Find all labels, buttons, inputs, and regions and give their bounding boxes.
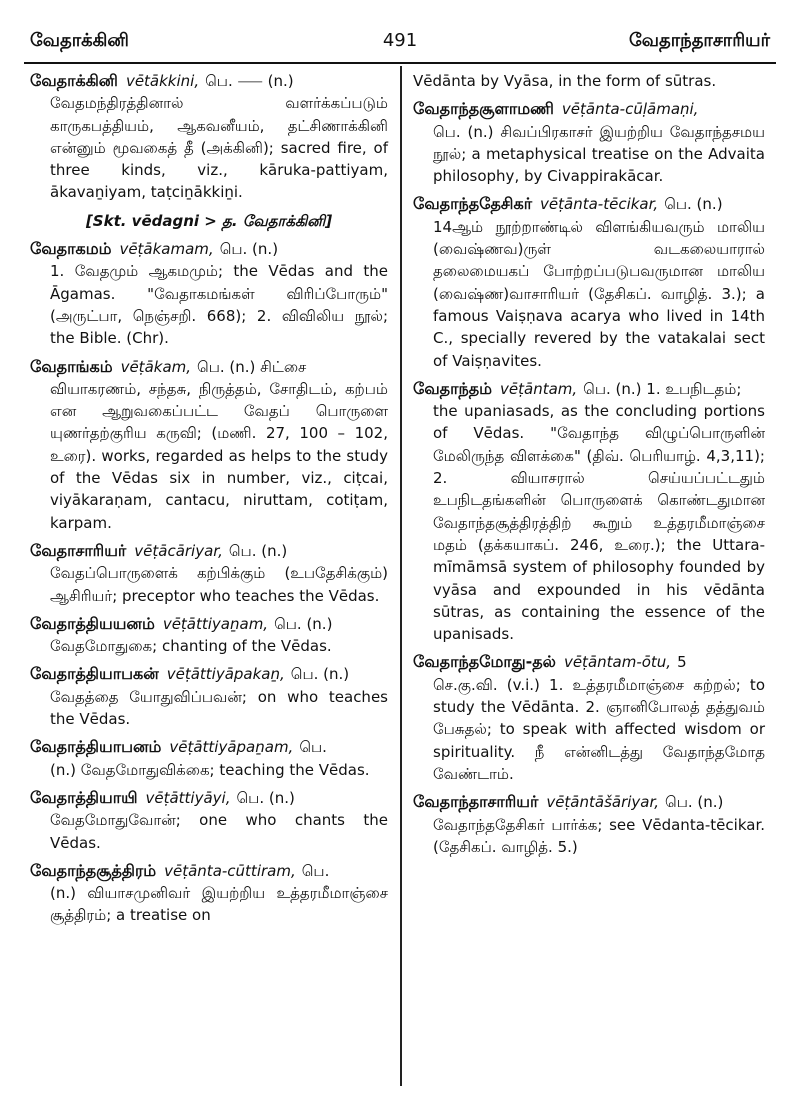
dictionary-entry: [30, 238, 388, 349]
transliteration: vēṭācāriyar,: [134, 541, 223, 560]
headword: வேதாங்கம்: [30, 356, 113, 376]
definition-text: வேதத்தை யோதுவிப்பவன்; on who teaches the Vēdas.: [50, 687, 388, 729]
headword: வேதாசாரியர்: [30, 540, 127, 560]
page-number: 491: [382, 30, 418, 51]
header-left-guide-word: வேதாக்கினி: [30, 30, 129, 51]
grammar-label: பெ. (n.): [219, 240, 279, 259]
dictionary-entry: [413, 378, 765, 646]
definition-text: (n.) வியாசமுனிவர் இயற்றிய உத்தரமீமாஞ்சை சூத்திரம்; a treatise on: [50, 884, 388, 925]
transliteration: vēṭākam,: [120, 357, 192, 376]
grammar-label: பெ. (n.): [228, 541, 288, 560]
dictionary-entry: [30, 70, 388, 204]
headword: வேதாந்தாசாரியர்: [413, 792, 539, 812]
dictionary-entry: [413, 651, 765, 785]
column-divider: [400, 66, 402, 1086]
dictionary-entry: [30, 736, 388, 781]
headword: வேதாக்கினி: [30, 71, 118, 90]
transliteration: vētākkini,: [125, 72, 200, 90]
dictionary-entry: [30, 663, 388, 730]
definition-text: வேதமோதுவோன்; one who chants the Vēdas.: [50, 811, 388, 852]
grammar-label: பெ. (n.) 1. உபநிடதம்;: [583, 379, 742, 398]
definition-text: 1. வேதமும் ஆகமமும்; the Vēdas and the Āgamas. "வேதாகமங்கள் விரிப்போரும்" (அருட்பா, நெஞ்சறி. 668); 2. விவிலிய நூல்; the Bible. (Chr).: [50, 262, 388, 348]
headword: வேதாத்தியாபகன்: [30, 664, 159, 684]
headword: வேதாந்ததேசிகர்: [413, 194, 533, 214]
transliteration: vēṭāttiyāyi,: [145, 788, 231, 807]
transliteration: vēṭākamam,: [119, 240, 214, 259]
definition-text: (n.) வேதமோதுவிக்கை; teaching the Vēdas.: [50, 760, 370, 779]
grammar-label: 5: [677, 653, 687, 672]
grammar-label: பெ. ⸺ (n.): [205, 72, 294, 90]
transliteration: vēṭāttiyāpakaṉ,: [166, 665, 285, 684]
definition-text: பெ. (n.) சிவப்பிரகாசர் இயற்றிய வேதாந்தசமய நூல்; a metaphysical treatise on the Advaita philosophy, by Civappirakācar.: [433, 122, 765, 186]
definition-text: வேதப்பொருளைக் கற்பிக்கும் (உபதேசிக்கும்) ஆசிரியர்; preceptor who teaches the Vēdas.: [50, 564, 388, 605]
definition-text: வேதமந்திரத்தினால் வளர்க்கப்படும் காருகபத்தியம், ஆகவனீயம், தட்சிணாக்கினி என்னும் மூவகைத் தீ (அக்கினி); sacred fire, of three kinds, viz., kāruka-pattiyam, ākavaṉiyam, taṭciṉākkiṉi.: [50, 94, 388, 202]
dictionary-entry: [30, 356, 388, 534]
grammar-label: பெ. (n.): [664, 195, 723, 214]
transliteration: vēṭāntāšāriyar,: [546, 793, 660, 812]
headword: வேதாத்தியாபனம்: [30, 737, 162, 757]
page-header: [30, 30, 770, 60]
left-column: [30, 70, 388, 933]
transliteration: vēṭāntam,: [500, 379, 578, 398]
dictionary-entry: [30, 787, 388, 854]
headword: வேதாந்தமோது-தல்: [413, 652, 556, 672]
transliteration: vēṭāttiyaṉam,: [162, 614, 269, 633]
dictionary-entry: [413, 98, 765, 187]
grammar-label: பெ. (n.) சிட்சை: [197, 357, 307, 376]
definition-text: 14ஆம் நூற்றாண்டில் விளங்கியவரும் மாலிய (வைஷ்ணவ)ருள் வடகலையாரால் தலைமையகப் போற்றப்படுபவருமான மாலிய (வைஷ்ண)வாசாரியர் (தேசிகப். வாழித். 3.); a famous Vaiṣṇava acarya who lived in 14th C., specially revered by the vatakalai sect of Vaiṣṇavites.: [433, 217, 765, 370]
dictionary-entry: [30, 540, 388, 607]
grammar-label: பெ. (n.): [290, 665, 350, 684]
grammar-label: பெ.: [299, 738, 327, 757]
header-rule: [24, 62, 776, 64]
definition-text: வேதாந்ததேசிகர் பார்க்க; see Vēdanta-tēcikar. (தேசிகப். வாழித். 5.): [433, 815, 765, 856]
right-column: [413, 70, 765, 864]
transliteration: vēṭānta-cūttiram,: [164, 861, 296, 880]
dictionary-entry: [413, 791, 765, 858]
headword: வேதாந்தசூத்திரம்: [30, 860, 157, 880]
headword: வேதாந்தசூளாமணி: [413, 99, 554, 119]
transliteration: vēṭāttiyāpaṉam,: [169, 738, 294, 757]
grammar-label: பெ. (n.): [665, 793, 724, 812]
transliteration: vēṭānta-cūḷāmaṇi,: [561, 100, 699, 119]
definition-text: வேதமோதுகை; chanting of the Vēdas.: [50, 637, 332, 656]
headword: வேதாத்தியாயி: [30, 787, 138, 807]
dictionary-entry: [30, 860, 388, 927]
grammar-label: பெ.: [301, 861, 330, 880]
grammar-label: பெ. (n.): [236, 788, 295, 807]
headword: வேதாகமம்: [30, 239, 112, 259]
definition-text: the upaniasads, as the concluding portions of Vēdas. "வேதாந்த விழுப்பொருளின் மேலிருந்த விளக்கை" (திவ். பெரியாழ். 4,3,11); 2. வியாசரால் செய்யப்பட்டதும் உபநிடதங்களின் பொருளைக் கொண்டதுமான வேதாந்தசூத்திரத்திற் கூறும் உத்தரமீமாஞ்சை மதம் (தக்கயாகப். 246, உரை.); the Uttara-mīmāmsā system of philosophy founded by vyāsa and expounded in his vēdānta sūtras, as containing the essence of the upanisads.: [433, 402, 765, 644]
header-right-guide-word: வேதாந்தாசாரியர்: [629, 30, 770, 51]
dictionary-entry: [413, 193, 765, 371]
etymology-note: [Skt. vēdagni > த. வேதாக்கினி]: [85, 211, 333, 230]
definition-text: செ.கு.வி. (v.i.) 1. உத்தரமீமாஞ்சை கற்றல்; to study the Vēdānta. 2. ஞானிபோலத் தத்துவம் பேசுதல்; to speak with affected wisdom or spirituality. நீ என்னிடத்து வேதாந்தமோத வேண்டாம்.: [433, 675, 765, 783]
dictionary-entry: [30, 613, 388, 658]
definition-text: வியாகரணம், சந்தசு, நிருத்தம், சோதிடம், கற்பம் என ஆறுவகைப்பட்ட வேதப் பொருளை யுணர்தற்குரிய கருவி; (மணி. 27, 100 – 102, உரை). works, regarded as helps to the study of the Vēdas six in number, viz., ciṭcai, viyākaraṇam, cantacu, niruttam, cotiṭam, karpam.: [50, 379, 388, 532]
transliteration: vēṭānta-tēcikar,: [540, 195, 659, 214]
headword: வேதாந்தம்: [413, 378, 493, 398]
grammar-label: பெ. (n.): [274, 614, 333, 633]
headword: வேதாத்தியயனம்: [30, 613, 155, 633]
transliteration: vēṭāntam-ōtu,: [563, 653, 672, 672]
continuation-text: Vēdānta by Vyāsa, in the form of sūtras.: [413, 72, 717, 90]
